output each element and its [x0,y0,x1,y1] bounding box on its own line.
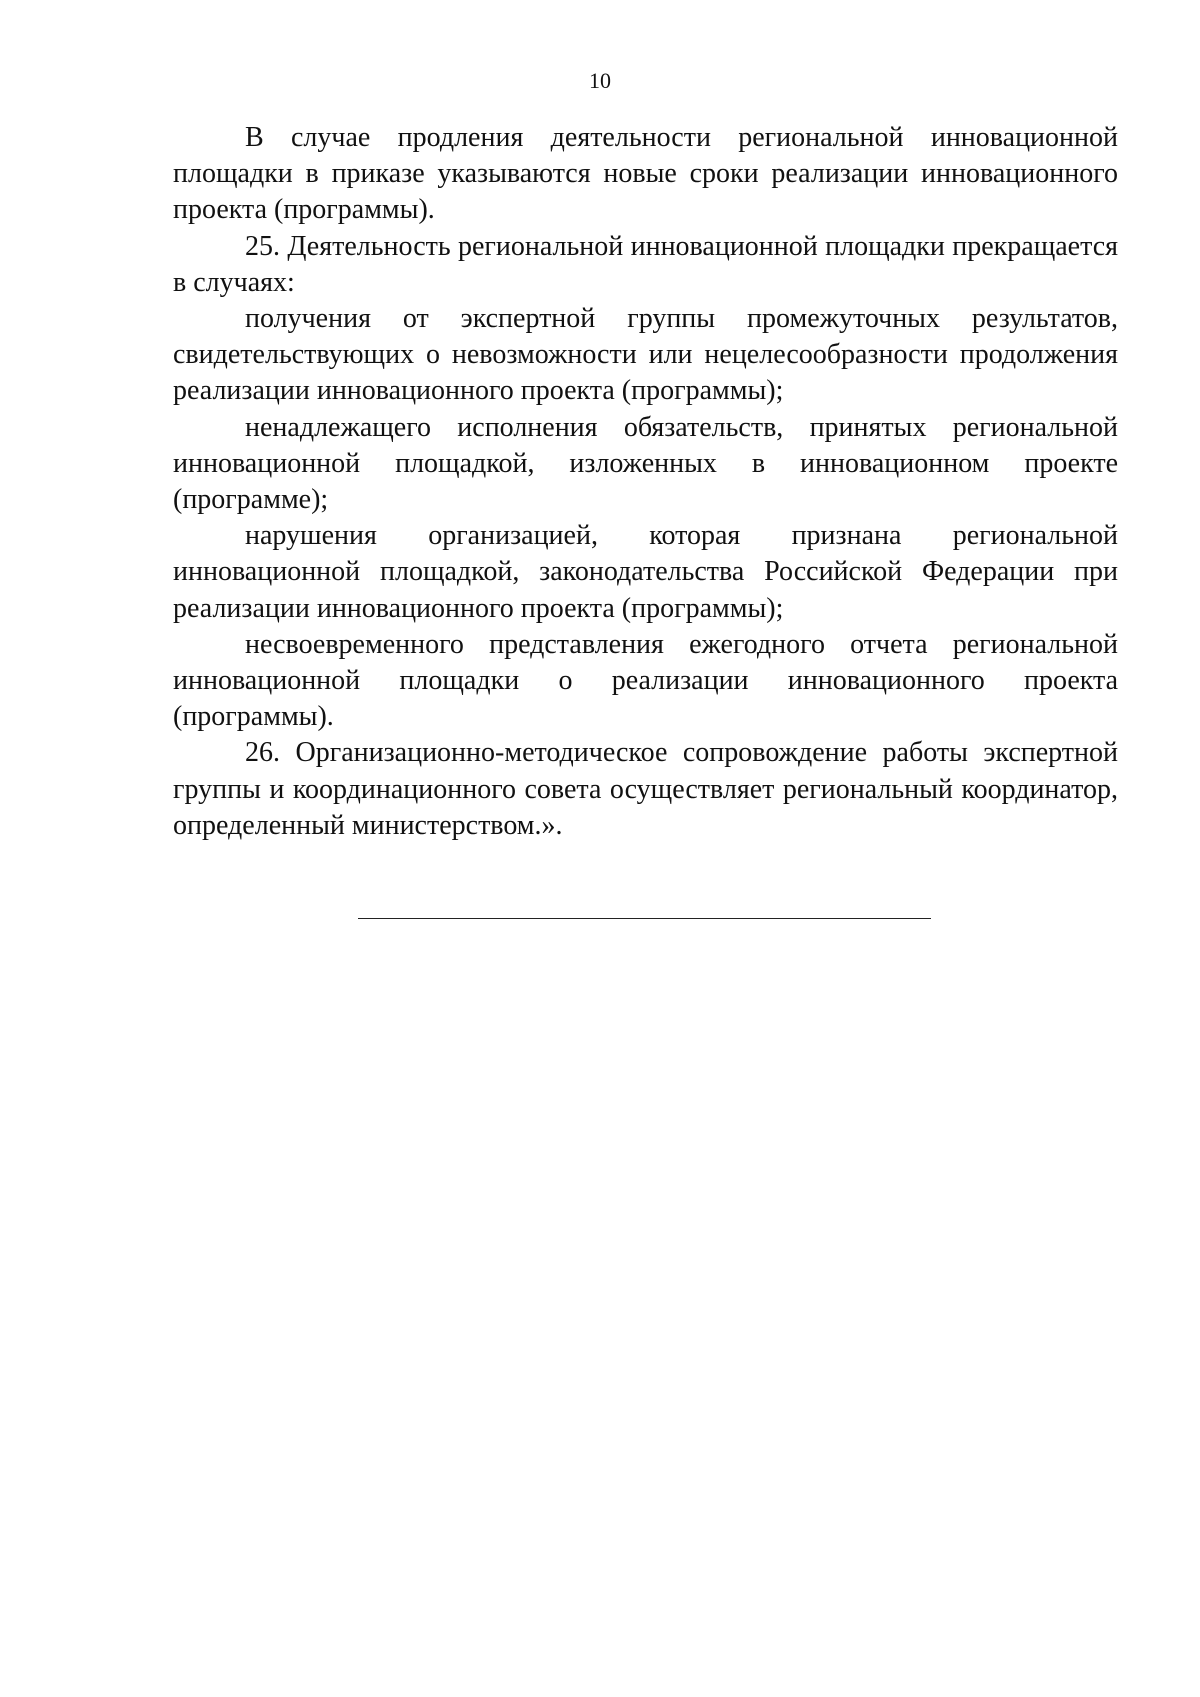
paragraph-26-coordinator: 26. Организационно-методическое сопровождение работы экспертной группы и координационного совета осуществляет региональный координатор, определенный министерством.». [173,737,1118,841]
closing-divider-line [358,918,931,919]
paragraph-25-termination: 25. Деятельность региональной инновационной площадки прекращается в случаях: [173,230,1118,298]
page-number: 10 [589,68,611,93]
paragraph-case-expert-results: получения от экспертной группы промежуточных результатов, свидетельствующих о невозможности или нецелесообразности продолжения реализации инновационного проекта (программы); [173,303,1118,407]
document-body [173,120,1118,844]
paragraph-case-law-violation: нарушения организацией, которая признана региональной инновационной площадкой, законодательства Российской Федерации при реализации инновационного проекта (программы); [173,520,1118,624]
paragraph-case-obligations: ненадлежащего исполнения обязательств, принятых региональной инновационной площадкой, изложенных в инновационном проекте (программе); [173,411,1118,516]
paragraph-extension-terms: В случае продления деятельности региональной инновационной площадки в приказе указываются новые сроки реализации инновационного проекта (программы). [173,122,1118,226]
paragraph-case-late-report: несвоевременного представления ежегодного отчета региональной инновационной площадки о реализации инновационного проекта (программы). [173,628,1118,733]
